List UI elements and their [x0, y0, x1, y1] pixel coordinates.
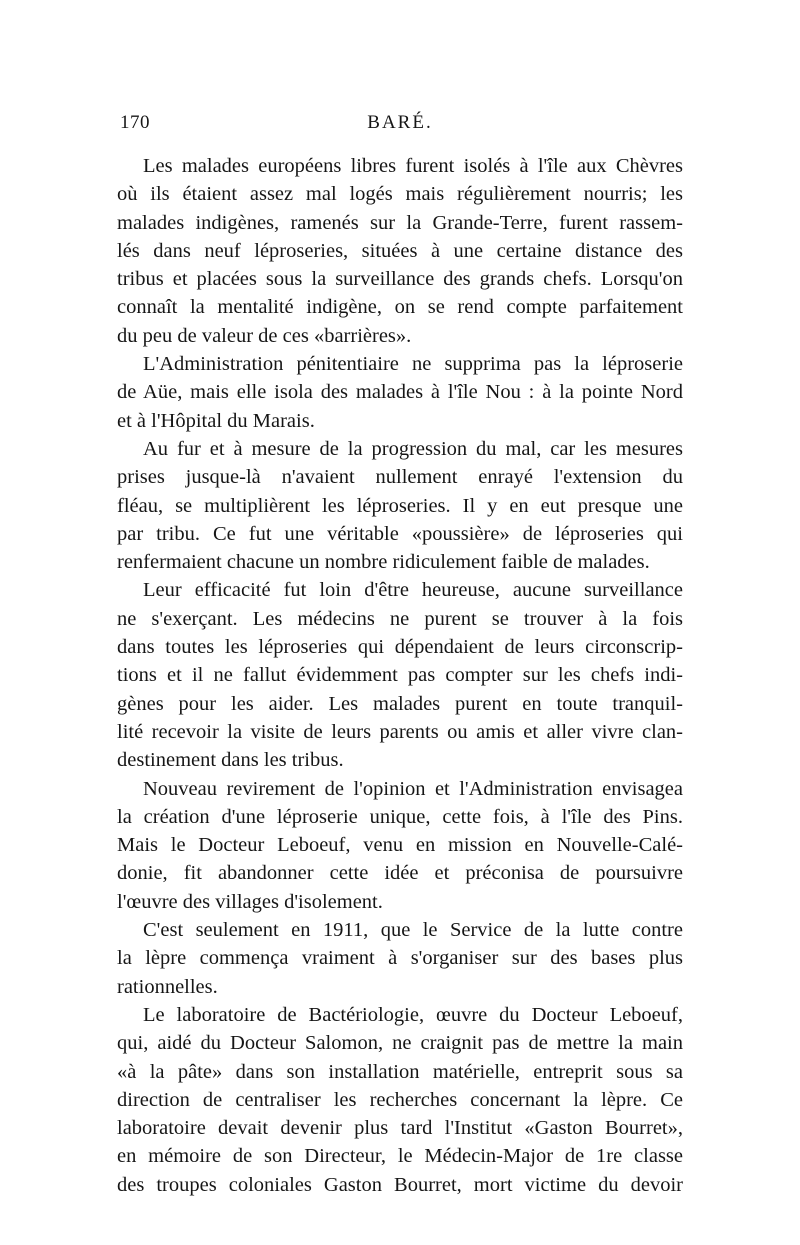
text-line: Nouveau revirement de l'opinion et l'Administration envisagea — [143, 777, 683, 800]
text-line: malades indigènes, ramenés sur la Grande-Terre, furent rassem- — [117, 211, 683, 234]
text-line: «à la pâte» dans son installation matérielle, entreprit sous sa — [117, 1060, 683, 1083]
text-line: rationnelles. — [117, 975, 218, 998]
text-line: gènes pour les aider. Les malades purent en toute tranquil- — [117, 692, 683, 715]
text-line: du peu de valeur de ces «barrières». — [117, 324, 412, 347]
book-page — [117, 112, 683, 1199]
paragraph — [117, 350, 683, 435]
page-number: 170 — [120, 112, 150, 133]
running-head: BARÉ. — [367, 112, 433, 133]
text-line: des troupes coloniales Gaston Bourret, mort victime du devoir — [117, 1173, 683, 1196]
text-line: l'œuvre des villages d'isolement. — [117, 890, 383, 913]
text-line: laboratoire devait devenir plus tard l'Institut «Gaston Bourret», — [117, 1117, 683, 1140]
paragraph — [117, 775, 683, 916]
text-line: prises jusque-là n'avaient nullement enrayé l'extension du — [117, 466, 683, 489]
text-line: L'Administration pénitentiaire ne supprima pas la léproserie — [143, 353, 683, 376]
paragraph — [117, 916, 683, 1001]
body-text — [117, 152, 683, 1199]
text-line: fléau, se multiplièrent les léproseries. Il y en eut presque une — [117, 494, 683, 517]
text-line: tions et il ne fallut évidemment pas compter sur les chefs indi- — [117, 664, 683, 687]
text-line: la lèpre commença vraiment à s'organiser sur des bases plus — [117, 947, 683, 970]
paragraph — [117, 435, 683, 576]
paragraph — [117, 152, 683, 350]
text-line: destinement dans les tribus. — [117, 749, 344, 772]
text-line: Mais le Docteur Leboeuf, venu en mission en Nouvelle-Calé- — [117, 834, 683, 857]
text-line: et à l'Hôpital du Marais. — [117, 409, 315, 432]
text-line: qui, aidé du Docteur Salomon, ne craignit pas de mettre la main — [117, 1032, 683, 1055]
text-line: tribus et placées sous la surveillance des grands chefs. Lorsqu'on — [117, 268, 683, 291]
text-line: en mémoire de son Directeur, le Médecin-Major de 1re classe — [117, 1145, 683, 1168]
text-line: direction de centraliser les recherches concernant la lèpre. Ce — [117, 1088, 683, 1111]
text-line: Leur efficacité fut loin d'être heureuse, aucune surveillance — [143, 579, 683, 602]
text-line: Au fur et à mesure de la progression du mal, car les mesures — [143, 437, 683, 460]
text-line: lité recevoir la visite de leurs parents ou amis et aller vivre clan- — [117, 720, 683, 743]
text-line: C'est seulement en 1911, que le Service de la lutte contre — [143, 919, 683, 942]
text-line: Le laboratoire de Bactériologie, œuvre du Docteur Leboeuf, — [143, 1003, 683, 1026]
paragraph — [117, 1001, 683, 1199]
text-line: de Aüe, mais elle isola des malades à l'île Nou : à la pointe Nord — [117, 381, 683, 404]
text-line: Les malades européens libres furent isolés à l'île aux Chèvres — [143, 155, 683, 177]
paragraph — [117, 576, 683, 774]
page-header — [117, 112, 683, 138]
text-line: connaît la mentalité indigène, on se rend compte parfaitement — [117, 296, 683, 319]
text-line: lés dans neuf léproseries, situées à une certaine distance des — [117, 239, 683, 262]
text-line: où ils étaient assez mal logés mais régulièrement nourris; les — [117, 183, 683, 206]
text-line: donie, fit abandonner cette idée et préconisa de poursuivre — [117, 862, 683, 885]
text-line: par tribu. Ce fut une véritable «poussière» de léproseries qui — [117, 522, 683, 545]
text-line: la création d'une léproserie unique, cette fois, à l'île des Pins. — [117, 805, 683, 828]
text-line: dans toutes les léproseries qui dépendaient de leurs circonscrip- — [117, 636, 683, 659]
text-line: ne s'exerçant. Les médecins ne purent se trouver à la fois — [117, 607, 683, 630]
text-line: renfermaient chacune un nombre ridiculement faible de malades. — [117, 551, 650, 574]
